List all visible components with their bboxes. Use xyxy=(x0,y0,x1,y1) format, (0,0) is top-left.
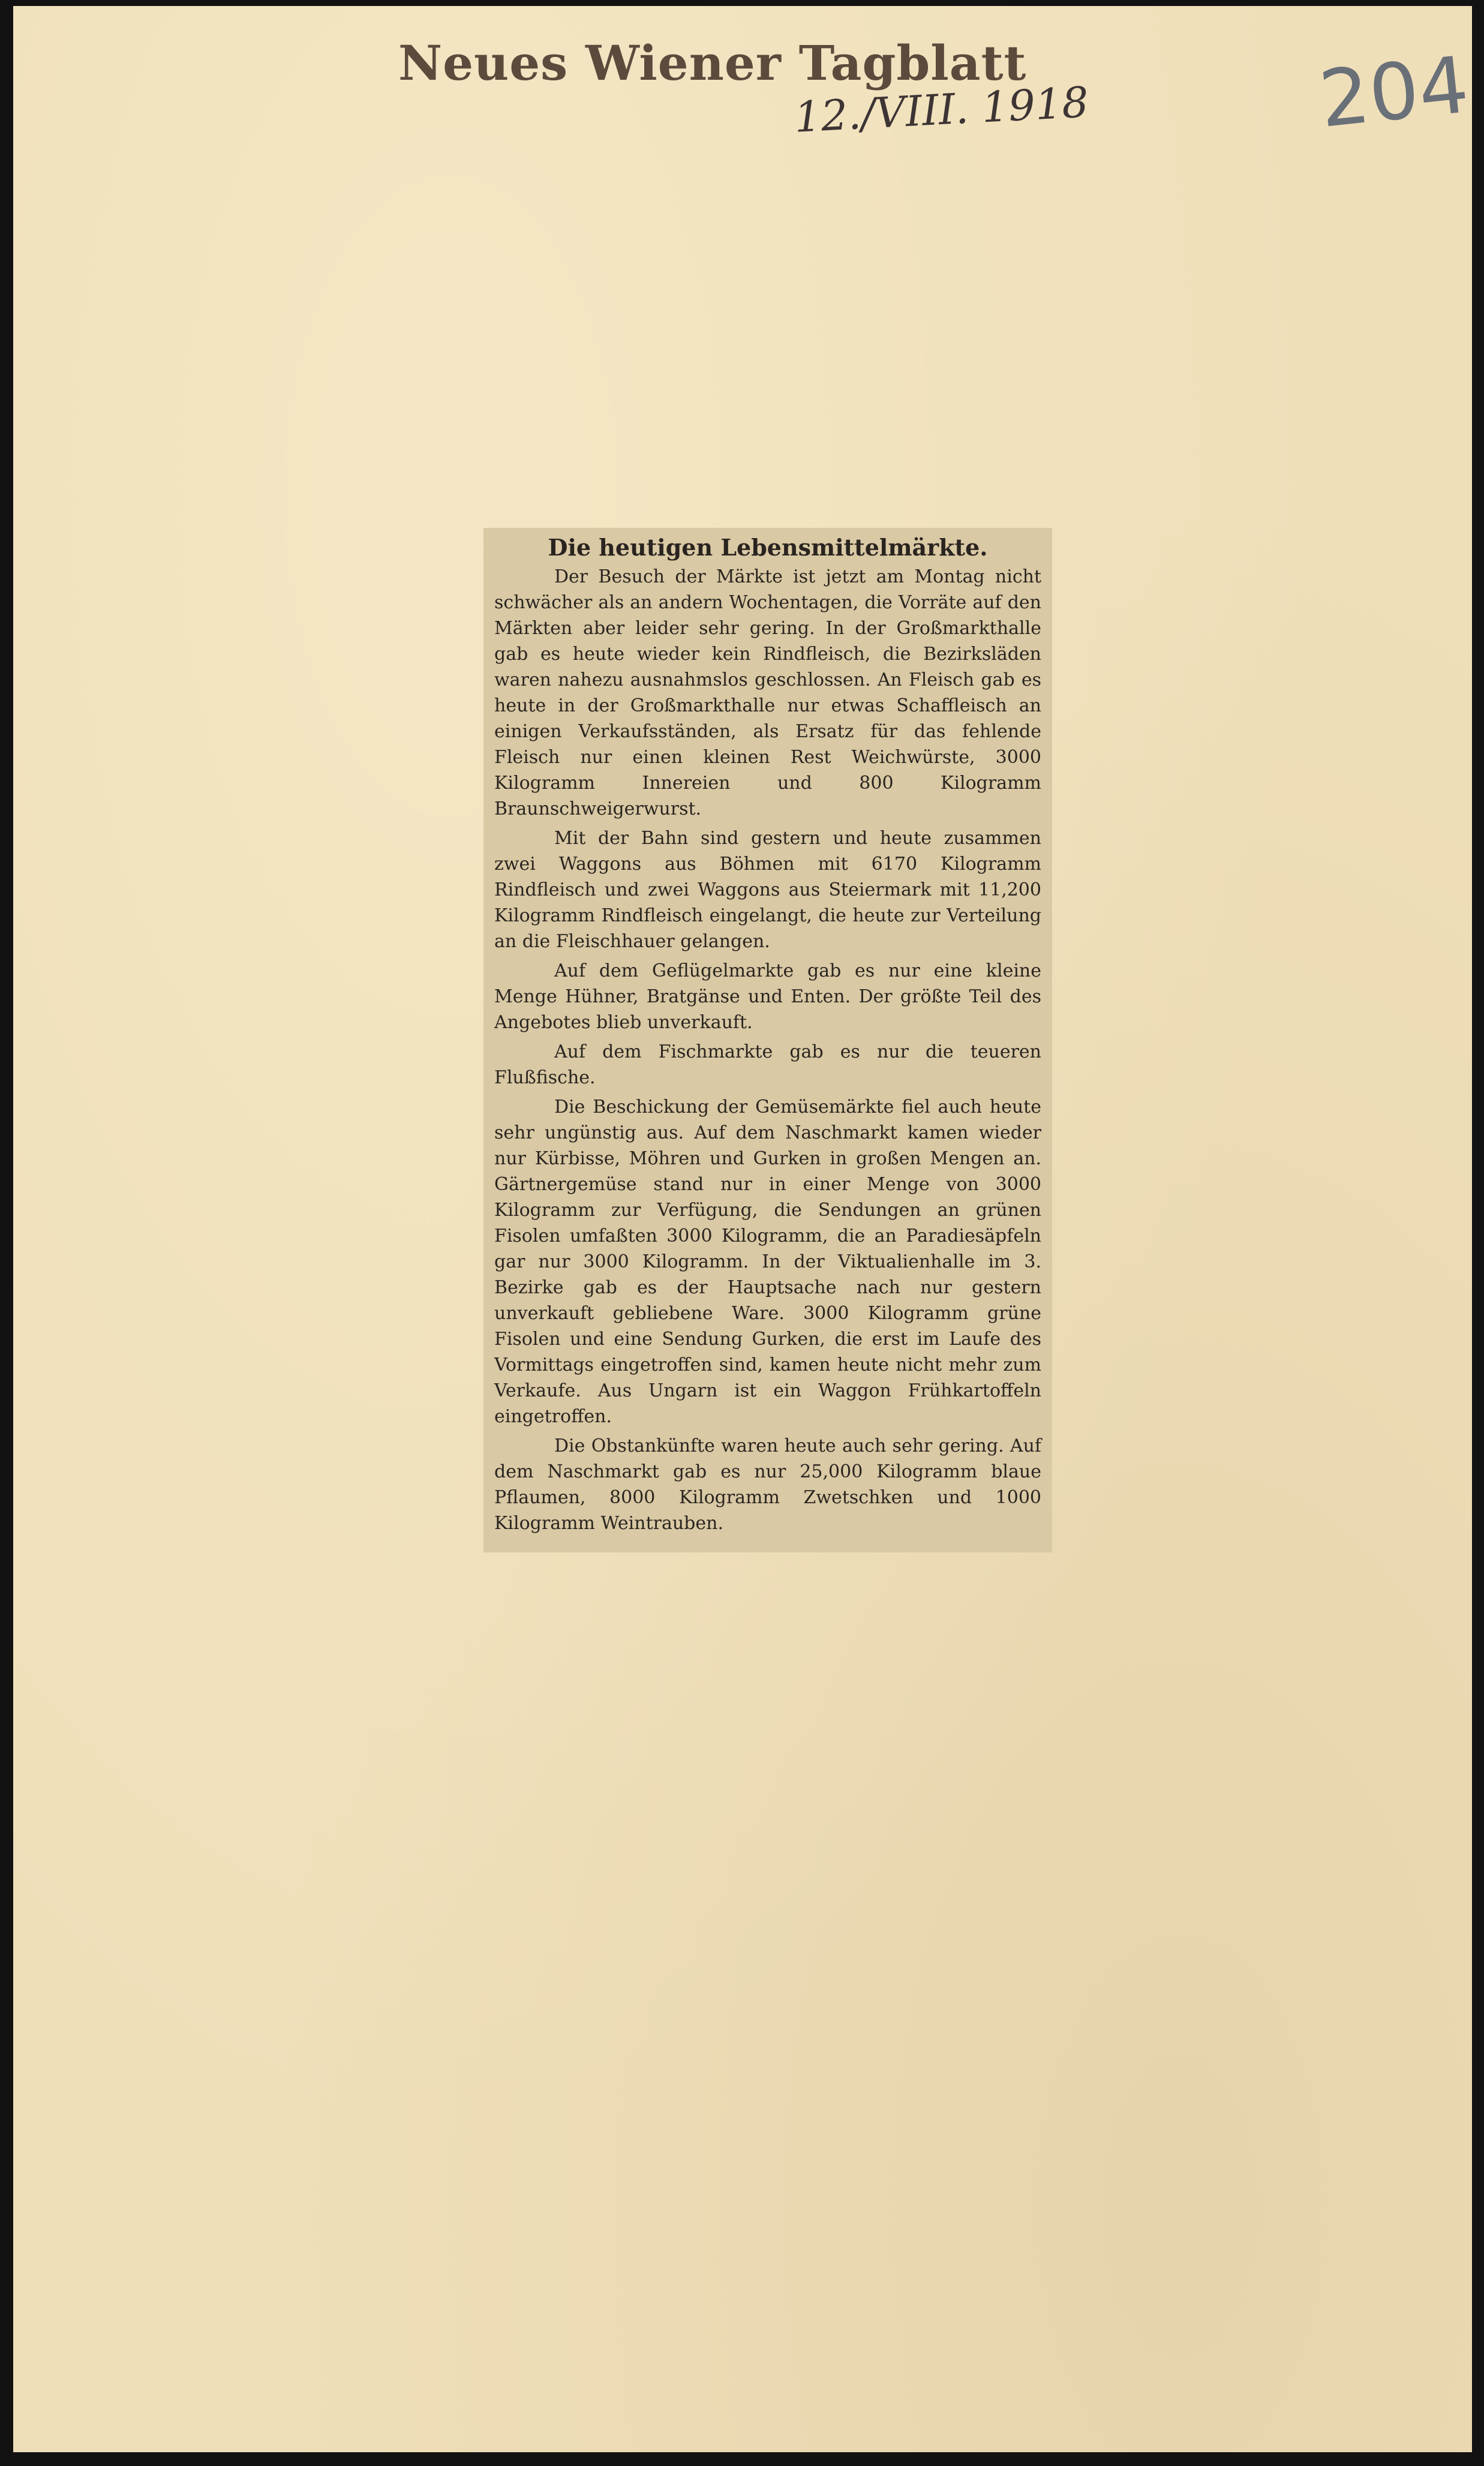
article-paragraph: Die Obstankünfte waren heute auch sehr gering. Auf dem Naschmarkt gab es nur 25,000 Kilogramm blaue Pflaumen, 8000 Kilogramm Zwetschken und 1000 Kilogramm Weintrauben. xyxy=(494,1435,1041,1534)
handwritten-date: 12./VIII. 1918 xyxy=(793,77,1090,142)
article-paragraph: Die Beschickung der Gemüsemärkte fiel auch heute sehr ungünstig aus. Auf dem Naschmarkt kamen wieder nur Kürbisse, Möhren und Gurken in großen Mengen an. Gärtnergemüse stand nur in einer Menge von 3000 Kilogramm zur Verfügung, die Sendungen an grünen Fisolen umfaßten 3000 Kilogramm, die an Paradiesäpfeln gar nur 3000 Kilogramm. In der Viktualienhalle im 3. Bezirke gab es der Hauptsache nach nur gestern unverkauft gebliebene Ware. 3000 Kilogramm grüne Fisolen und eine Sendung Gurken, die erst im Laufe des Vormittags eingetroffen sind, kamen heute nicht mehr zum Verkaufe. Aus Ungarn ist ein Waggon Frühkartoffeln eingetroffen. xyxy=(494,1097,1041,1427)
article-paragraph: Auf dem Geflügelmarkte gab es nur eine kleine Menge Hühner, Bratgänse und Enten. Der größte Teil des Angebotes blieb unverkauft. xyxy=(494,960,1041,1033)
article-paragraph: Mit der Bahn sind gestern und heute zusammen zwei Waggons aus Böhmen mit 6170 Kilogramm Rindfleisch und zwei Waggons aus Steiermark mit 11,200 Kilogramm Rindfleisch eingelangt, die heute zur Verteilung an die Fleischhauer gelangen. xyxy=(494,828,1041,952)
article-headline: Die heutigen Lebensmittelmärkte. xyxy=(548,534,988,561)
article-paragraph: Auf dem Fischmarkte gab es nur die teueren Flußfische. xyxy=(494,1041,1041,1088)
newspaper-clipping xyxy=(483,528,1052,1552)
article-paragraph: Der Besuch der Märkte ist jetzt am Montag nicht schwächer als an andern Wochentagen, die Vorräte auf den Märkten aber leider sehr gering. In der Großmarkthalle gab es heute wieder kein Rindfleisch, die Bezirksläden waren nahezu ausnahmslos geschlossen. An Fleisch gab es heute in der Großmarkthalle nur etwas Schaffleisch an einigen Verkaufsständen, als Ersatz für das fehlende Fleisch nur einen kleinen Rest Weichwürste, 3000 Kilogramm Innereien und 800 Kilogramm Braunschweigerwurst. xyxy=(494,566,1041,819)
handwritten-folio-number: 204 xyxy=(1315,38,1473,146)
newspaper-stamp: Neues Wiener Tagblatt xyxy=(398,35,1027,91)
